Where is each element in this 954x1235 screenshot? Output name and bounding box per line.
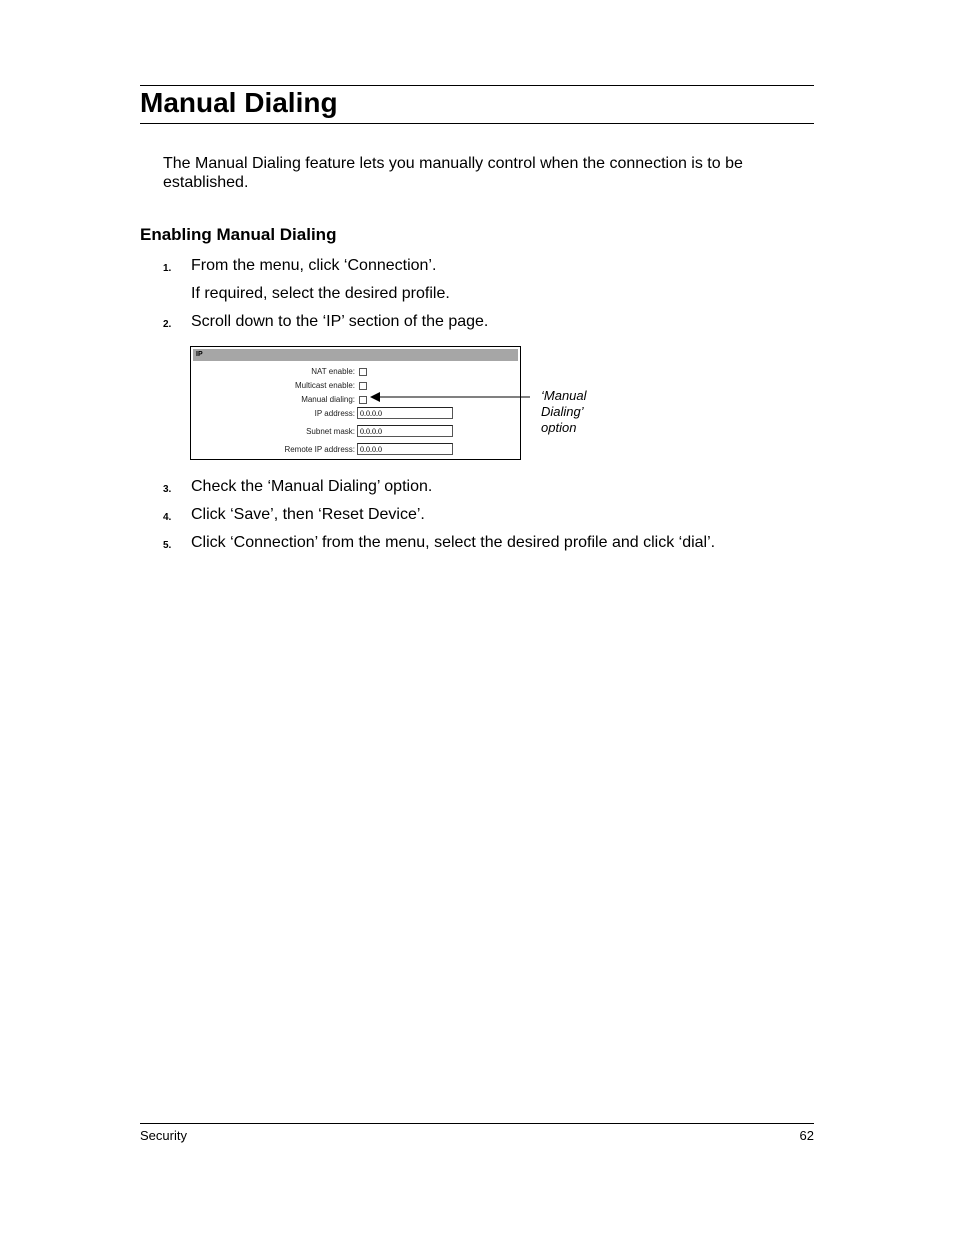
subnet-mask-label: Subnet mask: xyxy=(306,427,355,436)
step-1-note: If required, select the desired profile. xyxy=(191,285,450,302)
nat-enable-checkbox[interactable] xyxy=(359,368,367,376)
step-number: 4. xyxy=(163,512,172,523)
step-number: 1. xyxy=(163,263,172,274)
step-text: Check the ‘Manual Dialing’ option. xyxy=(191,478,433,495)
intro-paragraph: The Manual Dialing feature lets you manually control when the connection is to be established. xyxy=(163,155,743,191)
ip-address-input[interactable]: 0.0.0.0 xyxy=(357,407,453,419)
callout-line: option xyxy=(541,420,577,435)
step-text: Click ‘Save’, then ‘Reset Device’. xyxy=(191,506,425,523)
ip-section-header xyxy=(193,349,518,361)
page-title: Manual Dialing xyxy=(140,87,338,118)
multicast-enable-label: Multicast enable: xyxy=(294,381,355,390)
subnet-mask-input[interactable]: 0.0.0.0 xyxy=(357,425,453,437)
step-number: 2. xyxy=(163,319,172,330)
step-number: 5. xyxy=(163,540,172,551)
manual-dialing-row xyxy=(191,393,520,407)
multicast-enable-checkbox[interactable] xyxy=(359,382,367,390)
ip-address-row xyxy=(191,407,520,421)
manual-dialing-label: Manual dialing: xyxy=(301,395,355,404)
footer-page-number: 62 xyxy=(799,1128,814,1143)
nat-enable-row xyxy=(191,365,520,379)
ip-address-label: IP address: xyxy=(314,409,355,418)
remote-ip-row xyxy=(191,443,520,457)
ip-header-label: IP xyxy=(196,351,203,358)
step-text: Scroll down to the ‘IP’ section of the page. xyxy=(191,313,489,330)
ip-settings-screenshot xyxy=(190,346,521,460)
footer-section-name: Security xyxy=(140,1128,187,1143)
nat-enable-label: NAT enable: xyxy=(311,367,355,376)
footer-rule xyxy=(140,1123,814,1124)
step-number: 3. xyxy=(163,484,172,495)
multicast-enable-row xyxy=(191,379,520,393)
step-text: Click ‘Connection’ from the menu, select the desired profile and click ‘dial’. xyxy=(191,534,716,551)
remote-ip-input[interactable]: 0.0.0.0 xyxy=(357,443,453,455)
callout-line: ‘Manual xyxy=(541,388,587,403)
subnet-mask-row xyxy=(191,425,520,439)
remote-ip-label: Remote IP address: xyxy=(284,445,355,454)
section-heading: Enabling Manual Dialing xyxy=(140,225,337,244)
manual-dialing-callout xyxy=(541,388,621,436)
title-bottom-rule xyxy=(140,123,814,124)
step-text: From the menu, click ‘Connection’. xyxy=(191,257,437,274)
manual-dialing-checkbox[interactable] xyxy=(359,396,367,404)
callout-line: Dialing’ xyxy=(541,404,584,419)
